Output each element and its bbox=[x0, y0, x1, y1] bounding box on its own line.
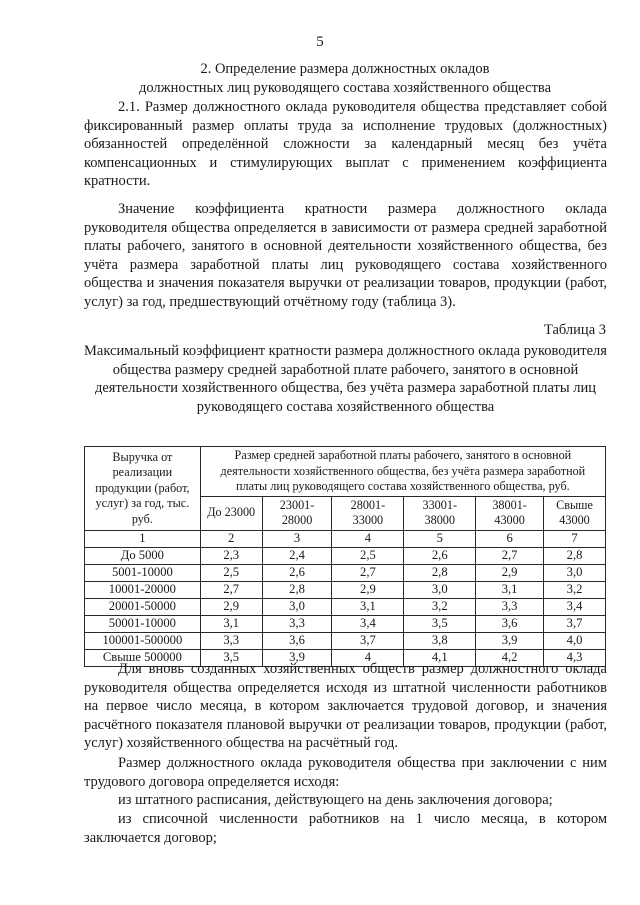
cell-value: 3,9 bbox=[262, 649, 332, 666]
column-number: 3 bbox=[262, 530, 332, 547]
cell-value: 4,0 bbox=[544, 632, 606, 649]
cell-value: 2,9 bbox=[476, 564, 544, 581]
cell-value: 2,6 bbox=[262, 564, 332, 581]
cell-value: 3,8 bbox=[404, 632, 476, 649]
list-item-staffing bbox=[84, 791, 607, 810]
table-row bbox=[85, 598, 606, 615]
cell-value: 3,9 bbox=[476, 632, 544, 649]
cell-value: 3,5 bbox=[404, 615, 476, 632]
table-row bbox=[85, 547, 606, 564]
cell-value: 2,8 bbox=[544, 547, 606, 564]
page-number: 5 bbox=[316, 34, 324, 50]
cell-value: 2,4 bbox=[262, 547, 332, 564]
row-revenue: 50001-10000 bbox=[85, 615, 201, 632]
column-number: 5 bbox=[404, 530, 476, 547]
cell-value: 3,7 bbox=[332, 632, 404, 649]
paragraph-contract-text: Размер должностного оклада руководителя общества при заключении с ним трудового договора определяется исходя: bbox=[84, 755, 607, 790]
cell-value: 3,2 bbox=[544, 581, 606, 598]
cell-value: 3,0 bbox=[262, 598, 332, 615]
cell-value: 3,3 bbox=[200, 632, 262, 649]
column-number: 1 bbox=[85, 530, 201, 547]
cell-value: 3,0 bbox=[404, 581, 476, 598]
cell-value: 2,9 bbox=[332, 581, 404, 598]
table-row bbox=[85, 564, 606, 581]
wage-column-header: 33001-38000 bbox=[404, 496, 476, 530]
wage-column-header: 38001-43000 bbox=[476, 496, 544, 530]
list-item-headcount bbox=[84, 810, 607, 847]
cell-value: 2,7 bbox=[332, 564, 404, 581]
row-revenue: 20001-50000 bbox=[85, 598, 201, 615]
cell-value: 3,4 bbox=[332, 615, 404, 632]
wage-column-header: 23001-28000 bbox=[262, 496, 332, 530]
column-number: 6 bbox=[476, 530, 544, 547]
cell-value: 2,9 bbox=[200, 598, 262, 615]
table-row bbox=[85, 632, 606, 649]
cell-value: 2,7 bbox=[476, 547, 544, 564]
cell-value: 3,0 bbox=[544, 564, 606, 581]
cell-value: 3,4 bbox=[544, 598, 606, 615]
list-item-staffing-text: из штатного расписания, действующего на день заключения договора; bbox=[118, 792, 553, 808]
list-item-headcount-text: из списочной численности работников на 1 число месяца, в котором заключается договор; bbox=[84, 811, 607, 846]
cell-value: 2,6 bbox=[404, 547, 476, 564]
table-row bbox=[85, 615, 606, 632]
row-revenue: До 5000 bbox=[85, 547, 201, 564]
header-revenue: Выручка от реализации продукции (работ, услуг) за год, тыс. руб. bbox=[85, 447, 201, 531]
paragraph-contract bbox=[84, 754, 607, 791]
cell-value: 3,3 bbox=[262, 615, 332, 632]
cell-value: 3,1 bbox=[332, 598, 404, 615]
paragraph-new-companies-text: Для вновь созданных хозяйственных обществ размер должностного оклада руководителя общества определяется исходя из штатной численности работников на первое число месяца, в котором заключается трудовой договор, и значения расчётного показателя плановой выручки от реализации товаров, продукции (работ, услуг) хозяйственного общества на расчётный год. bbox=[84, 661, 607, 751]
header-wage: Размер средней заработной платы рабочего, занятого в основной деятельности хозяйственного общества, без учёта размера заработной платы лиц руководящего состава хозяйственного общества, руб. bbox=[200, 447, 605, 497]
paragraph-new-companies bbox=[84, 660, 607, 753]
column-number: 7 bbox=[544, 530, 606, 547]
cell-value: 4,1 bbox=[404, 649, 476, 666]
section-title-line-1: 2. Определение размера должностных окладов bbox=[200, 61, 490, 77]
section-title bbox=[60, 60, 630, 98]
row-revenue: 5001-10000 bbox=[85, 564, 201, 581]
wage-column-header: До 23000 bbox=[200, 496, 262, 530]
cell-value: 4 bbox=[332, 649, 404, 666]
cell-value: 3,6 bbox=[476, 615, 544, 632]
cell-value: 3,3 bbox=[476, 598, 544, 615]
column-number: 2 bbox=[200, 530, 262, 547]
paragraph-coefficient-text: Значение коэффициента кратности размера должностного оклада руководителя общества определяется в зависимости от размера средней заработной платы рабочего, занятого в основной деятельности хозяйственного общества, без учёта размера заработной платы лиц руководящего состава хозяйственного общества и значения показателя выручки от реализации товаров, продукции (работ, услуг) за год, предшествующий отчётному году (таблица 3). bbox=[84, 201, 607, 310]
cell-value: 4,2 bbox=[476, 649, 544, 666]
cell-value: 3,6 bbox=[262, 632, 332, 649]
cell-value: 2,5 bbox=[200, 564, 262, 581]
cell-value: 2,3 bbox=[200, 547, 262, 564]
coefficient-table bbox=[84, 446, 606, 667]
row-revenue: Свыше 500000 bbox=[85, 649, 201, 666]
cell-value: 2,8 bbox=[404, 564, 476, 581]
table-label: Таблица 3 bbox=[543, 322, 606, 338]
cell-value: 3,2 bbox=[404, 598, 476, 615]
cell-value: 2,5 bbox=[332, 547, 404, 564]
cell-value: 2,7 bbox=[200, 581, 262, 598]
row-revenue: 10001-20000 bbox=[85, 581, 201, 598]
column-number: 4 bbox=[332, 530, 404, 547]
wage-column-header: 28001-33000 bbox=[332, 496, 404, 530]
section-title-line-2: должностных лиц руководящего состава хозяйственного общества bbox=[138, 80, 552, 96]
cell-value: 2,8 bbox=[262, 581, 332, 598]
cell-value: 3,5 bbox=[200, 649, 262, 666]
wage-column-header: Свыше 43000 bbox=[544, 496, 606, 530]
row-revenue: 100001-500000 bbox=[85, 632, 201, 649]
cell-value: 4,3 bbox=[544, 649, 606, 666]
cell-value: 3,1 bbox=[200, 615, 262, 632]
table-title: Максимальный коэффициент кратности размера должностного оклада руководителя общества размеру средней заработной плате рабочего, занятого в основной деятельности хозяйственного общества, без учёта размера заработной платы лиц руководящего состава хозяйственного общества bbox=[84, 343, 607, 415]
paragraph-2-1 bbox=[84, 98, 607, 191]
cell-value: 3,1 bbox=[476, 581, 544, 598]
table-row bbox=[85, 581, 606, 598]
paragraph-coefficient bbox=[84, 200, 607, 311]
cell-value: 3,7 bbox=[544, 615, 606, 632]
paragraph-2-1-text: 2.1. Размер должностного оклада руководителя общества представляет собой фиксированный размер оплаты труда за исполнение трудовых (должностных) обязанностей определённой сложности за календарный месяц без учёта компенсационных и стимулирующих выплат с применением коэффициента кратности. bbox=[84, 99, 607, 189]
